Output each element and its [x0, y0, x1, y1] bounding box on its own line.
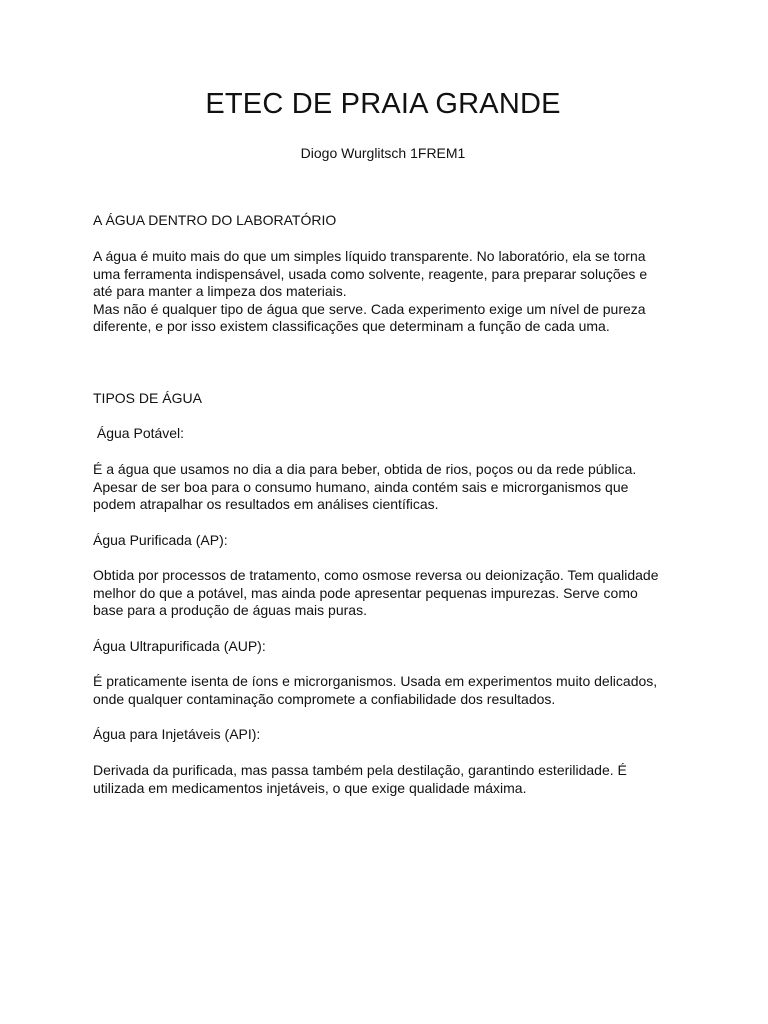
- text-line: podem atrapalhar os resultados em análises científicas.: [93, 496, 439, 513]
- document-title: ETEC DE PRAIA GRANDE: [205, 88, 561, 120]
- text-line: utilizada em medicamentos injetáveis, o que exige qualidade máxima.: [93, 779, 527, 796]
- paragraph-potavel: [93, 461, 683, 514]
- text-line: melhor do que a potável, mas ainda pode apresentar pequenas impurezas. Serve como: [93, 584, 638, 601]
- text-line: Obtida por processos de tratamento, como osmose reversa ou deionização. Tem qualidade: [93, 567, 659, 583]
- text-line: até para manter a limpeza dos materiais.: [93, 283, 347, 300]
- author-line: Diogo Wurglitsch 1FREM1: [300, 145, 466, 161]
- section-heading-intro: A ÁGUA DENTRO DO LABORATÓRIO: [93, 212, 337, 228]
- text-line: Apesar de ser boa para o consumo humano, ainda contém sais e microrganismos que: [93, 478, 629, 495]
- text-line: A água é muito mais do que um simples líquido transparente. No laboratório, ela se torna: [93, 248, 646, 264]
- subheading-purificada: Água Purificada (AP):: [93, 532, 228, 548]
- paragraph-injetaveis: [93, 762, 683, 797]
- text-line: É praticamente isenta de íons e microrganismos. Usada em experimentos muito delicados,: [93, 673, 658, 689]
- text-line: uma ferramenta indispensável, usada como solvente, reagente, para preparar soluções e: [93, 265, 648, 282]
- intro-paragraph: [93, 248, 683, 336]
- text-line: diferente, e por isso existem classificações que determinam a função de cada uma.: [93, 318, 610, 335]
- subheading-potavel: Água Potável:: [93, 425, 185, 441]
- section-heading-types: TIPOS DE ÁGUA: [93, 390, 202, 406]
- subheading-ultrapurificada: Água Ultrapurificada (AUP):: [93, 638, 266, 654]
- text-line: Derivada da purificada, mas passa também pela destilação, garantindo esterilidade. É: [93, 762, 627, 778]
- paragraph-purificada: [93, 567, 683, 620]
- text-line: É a água que usamos no dia a dia para beber, obtida de rios, poços ou da rede pública.: [93, 461, 637, 477]
- text-line: base para a produção de águas mais puras.: [93, 602, 367, 619]
- text-line: onde qualquer contaminação compromete a confiabilidade dos resultados.: [93, 690, 556, 707]
- text-line: Mas não é qualquer tipo de água que serve. Cada experimento exige um nível de pureza: [93, 300, 646, 317]
- subheading-injetaveis: Água para Injetáveis (API):: [93, 726, 261, 742]
- paragraph-ultrapurificada: [93, 673, 683, 708]
